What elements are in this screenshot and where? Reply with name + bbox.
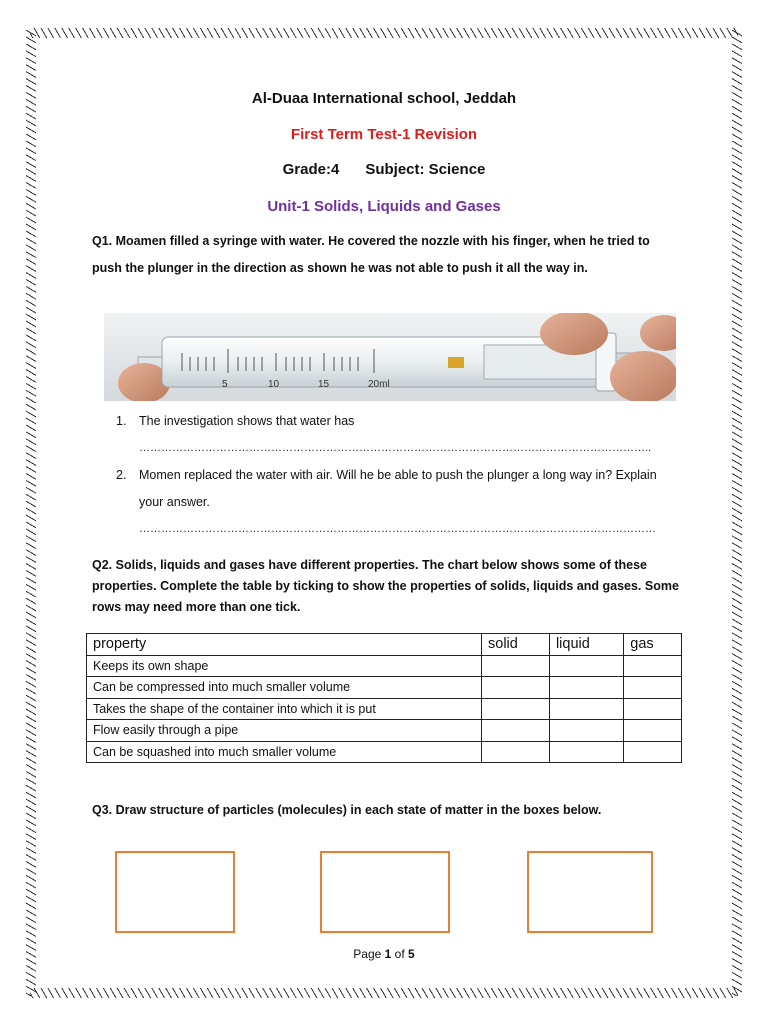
question-1-text: Q1. Moamen filled a syringe with water. He covered the nozzle with his finger, when he tried to push the plunger in the direction as shown he was not able to push it all the way in. — [92, 234, 650, 275]
table-row — [87, 720, 682, 742]
page-current: 1 — [384, 947, 392, 961]
page-footer — [0, 947, 768, 961]
drawing-box-gas[interactable] — [527, 851, 653, 933]
drawing-box-solid[interactable] — [115, 851, 235, 933]
tick-cell-liquid[interactable] — [549, 720, 623, 742]
q1-item-2-number: 2. — [116, 468, 127, 482]
tick-cell-gas[interactable] — [624, 720, 682, 742]
syringe-illustration — [104, 313, 676, 401]
tick-cell-solid[interactable] — [482, 655, 550, 677]
tick-cell-liquid[interactable] — [549, 698, 623, 720]
question-2-text: Q2. Solids, liquids and gases have different properties. The chart below shows some of these properties. Complete the table by ticking to show the properties of solids, liquids and gases. Some rows may need more than one tick. — [92, 558, 679, 614]
property-cell: Can be compressed into much smaller volume — [87, 677, 482, 699]
q1-answer-line-2[interactable]: …………………………………………………………………………………………………………………………… — [139, 523, 656, 535]
syringe-label-10: 10 — [268, 379, 280, 390]
column-header-gas: gas — [624, 634, 682, 656]
tick-cell-solid[interactable] — [482, 720, 550, 742]
page-prefix: Page — [353, 947, 385, 961]
question-3-text: Q3. Draw structure of particles (molecules) in each state of matter in the boxes below. — [92, 803, 602, 817]
page-middle: of — [391, 947, 409, 961]
tick-cell-solid[interactable] — [482, 698, 550, 720]
page-border-bottom — [30, 988, 738, 998]
syringe-label-5: 5 — [222, 379, 228, 390]
column-header-solid: solid — [482, 634, 550, 656]
properties-table — [86, 633, 682, 763]
q1-item-2-text: Momen replaced the water with air. Will he be able to push the plunger a long way in? Explain your answer. — [139, 468, 657, 509]
property-cell: Can be squashed into much smaller volume — [87, 741, 482, 763]
grade-label: Grade:4 — [282, 161, 340, 178]
school-title: Al-Duaa International school, Jeddah — [251, 90, 517, 107]
grade-subject-line — [0, 161, 768, 178]
column-header-property: property — [87, 634, 482, 656]
tick-cell-solid[interactable] — [482, 741, 550, 763]
syringe-label-20ml: 20ml — [368, 379, 390, 390]
tick-cell-liquid[interactable] — [549, 655, 623, 677]
tick-cell-gas[interactable] — [624, 698, 682, 720]
table-row — [87, 677, 682, 699]
tick-cell-gas[interactable] — [624, 677, 682, 699]
page-total: 5 — [408, 947, 415, 961]
drawing-box-liquid[interactable] — [320, 851, 450, 933]
table-row — [87, 741, 682, 763]
table-row — [87, 698, 682, 720]
column-header-liquid: liquid — [549, 634, 623, 656]
test-title: First Term Test-1 Revision — [290, 126, 478, 143]
page-border-top — [30, 28, 738, 38]
q1-item-1-number: 1. — [116, 414, 127, 428]
tick-cell-liquid[interactable] — [549, 741, 623, 763]
property-cell: Flow easily through a pipe — [87, 720, 482, 742]
q1-answer-line-1[interactable]: ………………………………………………………………………………………………………………………….. — [139, 442, 652, 454]
tick-cell-gas[interactable] — [624, 741, 682, 763]
q1-item-1-text: The investigation shows that water has — [139, 414, 355, 428]
table-row — [87, 655, 682, 677]
syringe-image — [104, 313, 676, 401]
property-cell: Takes the shape of the container into which it is put — [87, 698, 482, 720]
tick-cell-solid[interactable] — [482, 677, 550, 699]
tick-cell-gas[interactable] — [624, 655, 682, 677]
table-header-row — [87, 634, 682, 656]
syringe-label-15: 15 — [318, 379, 330, 390]
unit-title: Unit-1 Solids, Liquids and Gases — [267, 198, 501, 215]
tick-cell-liquid[interactable] — [549, 677, 623, 699]
property-cell: Keeps its own shape — [87, 655, 482, 677]
subject-label: Subject: Science — [365, 161, 486, 178]
